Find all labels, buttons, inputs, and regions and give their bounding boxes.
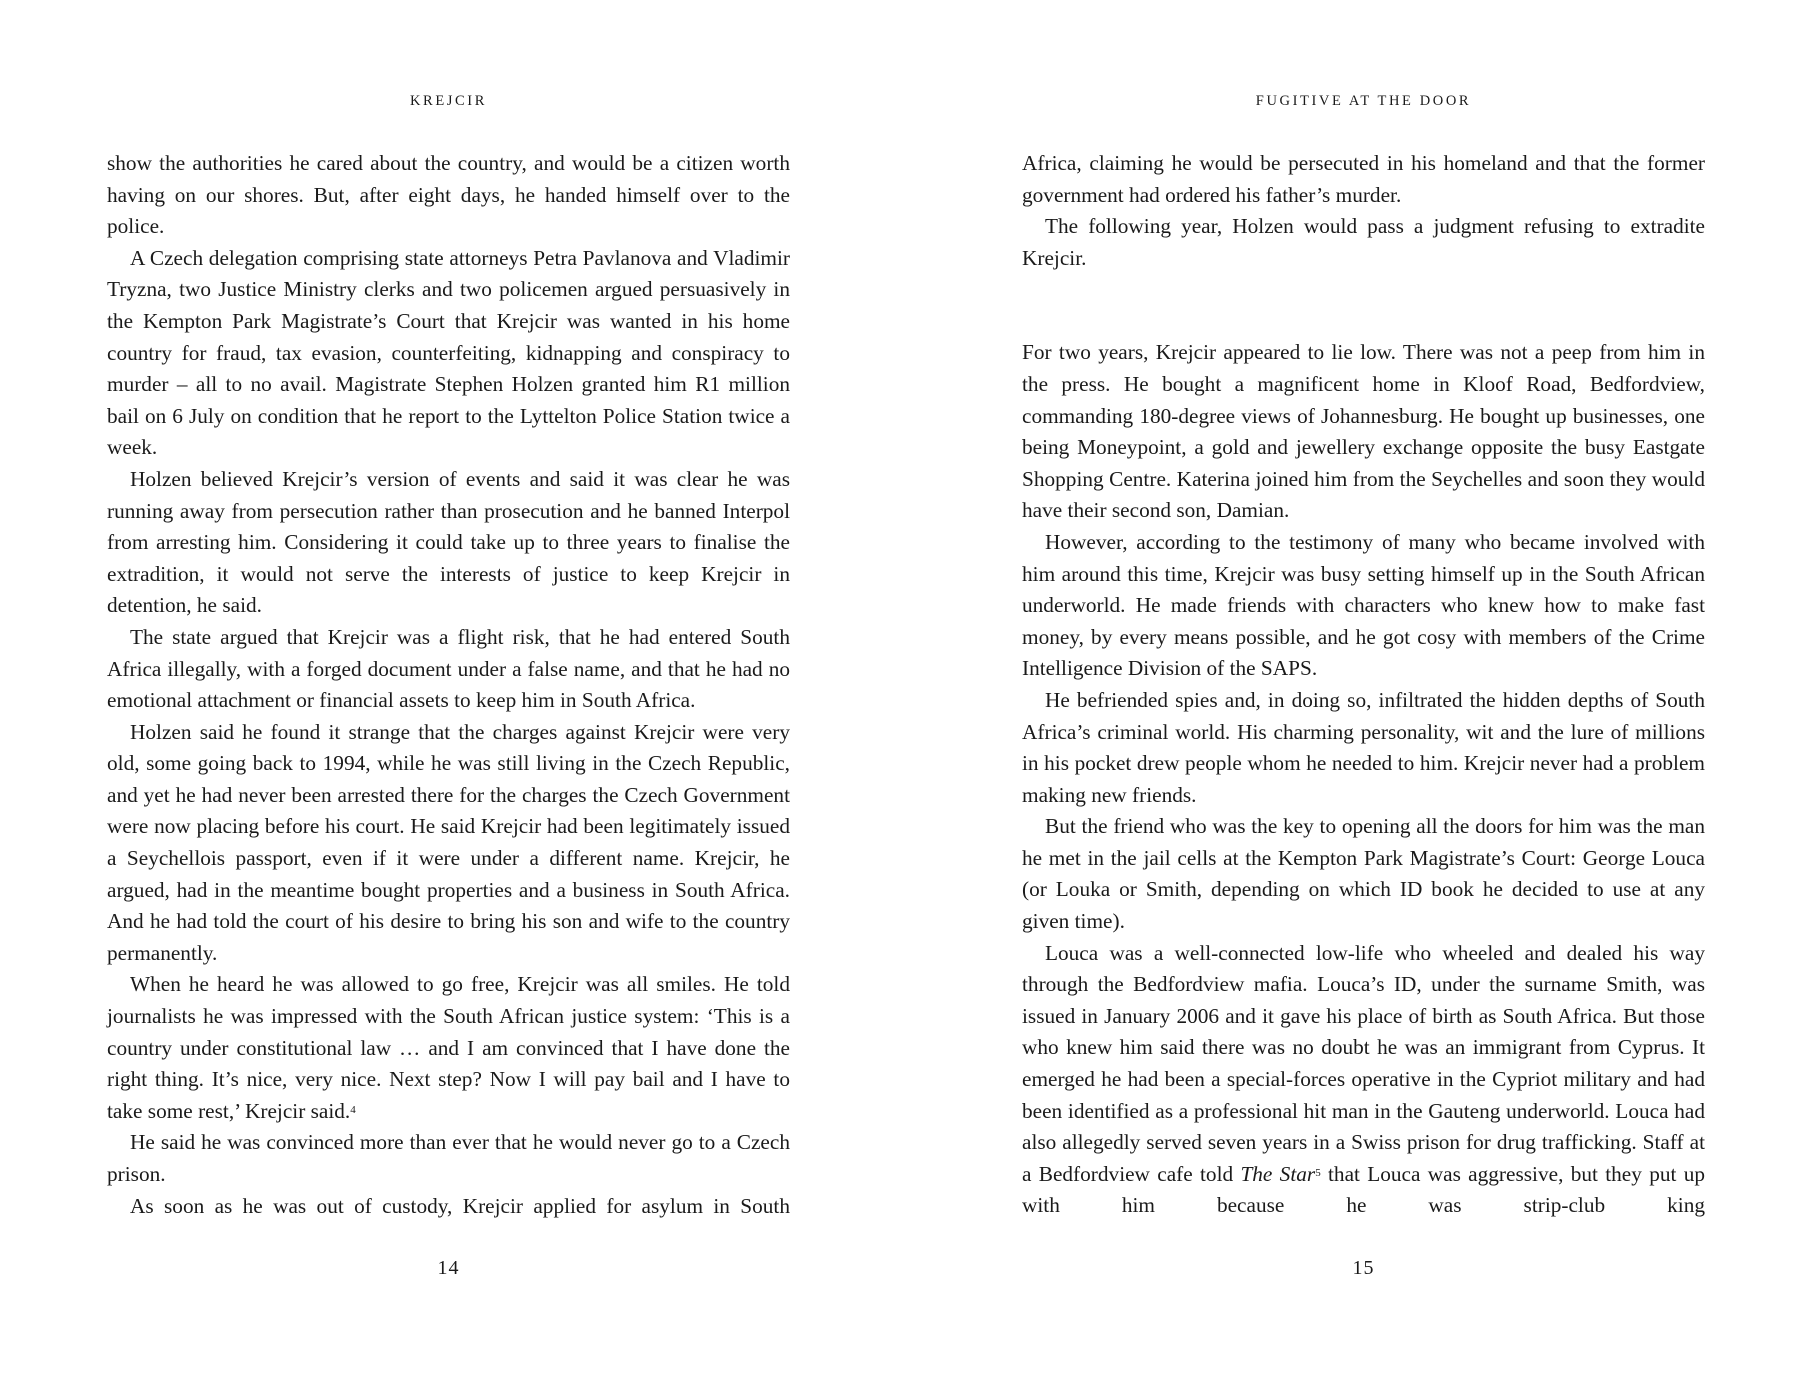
footnote-marker-4: 4: [350, 1103, 356, 1116]
right-paragraph-7-text-a: Louca was a well-connected low-life who wheeled and dealed his way through the Bedfordview mafia. Louca’s ID, under the surname Smith, was issued in January 2006 and it gave his place of birth as South Africa. But those who knew him said there was no doubt he was an immigrant from Cyprus. It emerged he had been a special-forces operative in the Cypriot military and had been identified as a professional hit man in the Gauteng underworld. Louca had also allegedly served seven years in a Swiss prison for drug trafficking. Staff at a Bedfordview cafe told: [1022, 940, 1705, 1186]
left-paragraph-1: show the authorities he cared about the country, and would be a citizen worth having on our shores. But, after eight days, he handed himself over to the police.: [107, 151, 790, 239]
left-running-head: KREJCIR: [409, 93, 487, 109]
left-paragraph-8: As soon as he was out of custody, Krejcir applied for asylum in South: [130, 1193, 790, 1218]
left-page: [107, 0, 790, 1376]
right-body-text: [1022, 148, 1705, 1222]
right-page: [1022, 0, 1705, 1376]
publication-title: The Star: [1240, 1161, 1316, 1186]
right-paragraph-1: Africa, claiming he would be persecuted in his homeland and that the former government had ordered his father’s murder.: [1022, 151, 1705, 207]
right-paragraph-6: But the friend who was the key to opening all the doors for him was the man he met in the jail cells at the Kempton Park Magistrate’s Court: George Louca (or Louka or Smith, depending on which ID book he decided to use at any given time).: [1022, 814, 1705, 934]
left-paragraph-6-text: When he heard he was allowed to go free, Krejcir was all smiles. He told journalists he was impressed with the South African justice system: ‘This is a country under constitutional law … and I am convinced that I have done the right thing. It’s nice, very nice. Next step? Now I will pay bail and I have to take some rest,’ Krejcir said.: [107, 972, 790, 1123]
left-body-text: [107, 148, 790, 1222]
right-section-first-paragraph: For two years, Krejcir appeared to lie low. There was not a peep from him in the press. He bought a magnificent home in Kloof Road, Bedfordview, commanding 180-degree views of Johannesburg. He bought up businesses, one being Moneypoint, a gold and jewellery exchange opposite the busy Eastgate Shopping Centre. Katerina joined him from the Seychelles and soon they would have their second son, Damian.: [1022, 340, 1705, 523]
right-page-number: 15: [1352, 1257, 1375, 1279]
right-paragraph-4: However, according to the testimony of many who became involved with him around this time, Krejcir was busy setting himself up in the South African underworld. He made friends with characters who knew how to make fast money, by every means possible, and he got cosy with members of the Crime Intelligence Division of the SAPS.: [1022, 529, 1705, 681]
footnote-marker-5: 5: [1315, 1166, 1321, 1179]
left-paragraph-4: The state argued that Krejcir was a flight risk, that he had entered South Africa illegally, with a forged document under a false name, and that he had no emotional attachment or financial assets to keep him in South Africa.: [107, 624, 790, 713]
left-paragraph-7: He said he was convinced more than ever that he would never go to a Czech prison.: [107, 1130, 790, 1186]
left-paragraph-3: Holzen believed Krejcir’s version of events and said it was clear he was running away from persecution rather than prosecution and he banned Interpol from arresting him. Considering it could take up to three years to finalise the extradition, it would not serve the interests of justice to keep Krejcir in detention, he said.: [107, 466, 790, 618]
right-paragraph-7: [1022, 938, 1705, 1222]
left-page-number: 14: [437, 1257, 460, 1279]
right-paragraph-5: He befriended spies and, in doing so, infiltrated the hidden depths of South Africa’s criminal world. His charming personality, wit and the lure of millions in his pocket drew people whom he needed to him. Krejcir never had a problem making new friends.: [1022, 687, 1705, 807]
left-paragraph-6: [107, 969, 790, 1127]
left-paragraph-2: A Czech delegation comprising state attorneys Petra Pavlanova and Vladimir Tryzna, two Justice Ministry clerks and two policemen argued persuasively in the Kempton Park Magistrate’s Court that Krejcir was wanted in his home country for fraud, tax evasion, counterfeiting, kidnapping and conspiracy to murder – all to no avail. Magistrate Stephen Holzen granted him R1 million bail on 6 July on condition that he report to the Lyttelton Police Station twice a week.: [107, 245, 790, 460]
right-running-head: FUGITIVE AT THE DOOR: [1255, 93, 1472, 109]
left-paragraph-5: Holzen said he found it strange that the charges against Krejcir were very old, some going back to 1994, while he was still living in the Czech Republic, and yet he had never been arrested there for the charges the Czech Government were now placing before his court. He said Krejcir had been legitimately issued a Seychellois passport, even if it were under a different name. Krejcir, he argued, had in the meantime bought properties and a business in South Africa. And he had told the court of his desire to bring his son and wife to the country permanently.: [107, 719, 790, 965]
right-paragraph-2: The following year, Holzen would pass a judgment refusing to extradite Krejcir.: [1022, 214, 1705, 270]
right-paragraph-7-text-b: that Louca was aggressive, but they put up with him because he was strip-club king: [1022, 1161, 1706, 1218]
